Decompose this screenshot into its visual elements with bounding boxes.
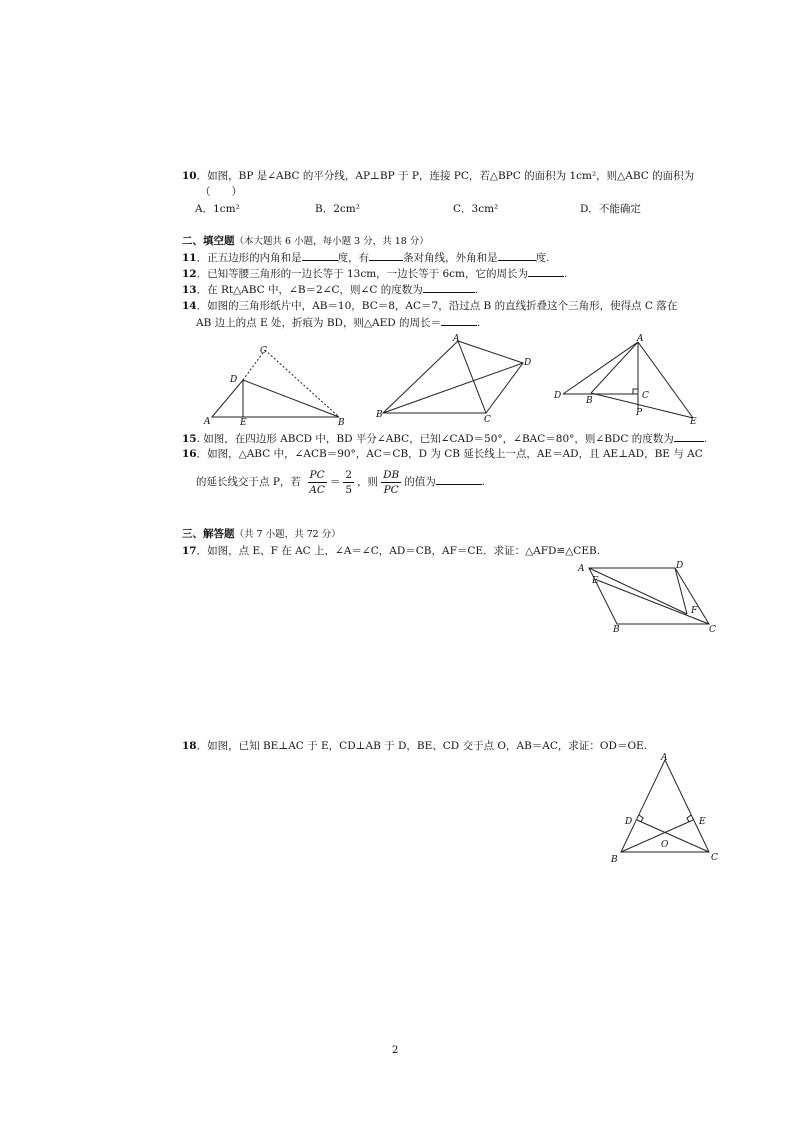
q16-text-1: ．如图，△ABC 中，∠ACB＝90°，AC＝CB，D 为 CB 延长线上一点，AE＝AD，且 AE⊥AD，BE 与 AC [196,448,703,460]
q11-blank-3[interactable] [498,250,536,261]
section-2-title: 二、填空题 [182,235,235,247]
q12-blank[interactable] [528,266,564,277]
fig17-segment-af [589,568,687,614]
fig18-label-e: E [699,817,706,827]
q10-line1 [182,169,694,183]
q15-text-2: . [703,433,708,445]
section-2-note: （本大题共 6 小题，每小题 3 分，共 18 分） [234,236,429,247]
q11-text-2: 度，有 [337,252,370,264]
q15-text-1: . 如图，在四边形 ABCD 中，BD 平分∠ABC，已知∠CAD＝50°，∠BAC＝80°，则∠BDC 的度数为 [196,433,674,445]
q16-frac3-denominator: PC [383,483,399,496]
figure-q18-isosceles [605,752,725,872]
figure-q16-triangle [553,332,713,427]
q12 [182,266,567,281]
q15 [182,431,707,446]
q16-equals: ＝ [329,476,341,488]
fig16-segment-ab [591,342,638,393]
q10-option-d: D．不能确定 [580,203,641,215]
fig16-label-c: C [642,391,649,401]
q18-text: ．如图，已知 BE⊥AC 于 E，CD⊥AB 于 D，BE、CD 交于点 O，AB＝AC，求证：OD＝OE. [196,740,648,752]
section-2-heading [182,234,429,249]
q16-frac3-numerator: DB [383,468,400,481]
fig15-label-c: C [484,415,491,425]
q16-text-4: 的值为 [404,476,436,488]
q11-text-4: 度. [535,252,550,264]
q17-number: 17 [182,545,197,557]
q14-number: 14 [182,300,197,312]
fig14-triangle-abd-outline [212,380,339,417]
fig15-label-b: B [376,410,383,420]
q16-blank[interactable] [436,474,482,485]
q14-line1 [182,299,677,313]
q14-text-3: . [477,317,481,329]
fig14-dashed-cb [265,350,339,417]
fig17-label-a: A [578,564,585,574]
q17 [182,544,600,558]
q13-blank[interactable] [423,282,475,293]
q11-text-3: 条对角线，外角和是 [403,252,498,264]
section-3-title: 三、解答题 [182,528,235,540]
fig14-label-a: A [204,417,211,427]
q11-blank-2[interactable] [369,250,403,261]
fig18-label-b: B [611,855,618,865]
q13-number: 13 [182,284,197,296]
fig14-label-d: D [230,375,238,385]
q15-blank[interactable] [674,431,704,442]
fig15-label-d: D [524,358,532,368]
fig17-segment-df [675,568,687,614]
q16-frac2-denominator: 5 [345,483,353,496]
fig18-triangle-abc [621,760,709,852]
q16-text-2: 的延长线交于点 P，若 [196,476,301,488]
q16-line2 [196,467,485,497]
fig16-label-p: P [636,408,643,418]
fig16-label-d: D [554,391,562,401]
q18-number: 18 [182,740,197,752]
fig18-label-a: A [661,753,668,763]
fig17-label-b: B [613,625,620,635]
q13 [182,282,478,297]
q11 [182,250,549,265]
q16-frac2-numerator: 2 [345,468,353,481]
fig16-label-b: B [586,396,593,406]
figure-q15-quadrilateral [375,333,545,423]
section-3-note: （共 7 小题，共 72 分） [234,529,341,540]
q16-text-3: ，则 [357,476,379,488]
q10-number: 10 [182,170,197,182]
q16-fraction-pc-ac [307,468,327,497]
fig14-label-b: B [338,418,345,428]
q16-fraction-2-5 [343,468,354,497]
fig15-diagonal-bd [383,363,523,413]
fig14-label-c: C [260,346,267,356]
fig15-quadrilateral-abcd [383,341,523,413]
q16-line1 [182,447,703,461]
q13-text-2: . [474,284,479,296]
q10-paren: （ ） [200,186,242,198]
q16-number: 16 [182,448,197,460]
q16-frac1-numerator: PC [309,468,325,481]
q10-option-b: B．2cm² [315,203,360,215]
q14-text-2: AB 边上的点 E 处，折痕为 BD，则△AED 的周长＝ [196,317,442,329]
fig16-label-a: A [637,334,644,344]
q18 [182,739,647,753]
q16-fraction-db-pc [381,468,401,497]
q13-text-1: ．在 Rt△ABC 中，∠B＝2∠C，则∠C 的度数为 [196,284,423,296]
q11-number: 11 [182,252,197,264]
page-number: 2 [392,1045,399,1056]
fig17-label-f: F [691,606,698,616]
q11-blank-1[interactable] [302,250,338,261]
q12-number: 12 [182,268,197,280]
q12-text-1: ．已知等腰三角形的一边长等于 13cm，一边长等于 6cm，它的周长为 [196,268,529,280]
fig18-label-d: D [625,817,633,827]
q14-text-1: ．如图的三角形纸片中，AB＝10，BC＝8，AC＝7，沿过点 B 的直线折叠这个三角形，使得点 C 落在 [196,300,678,312]
q10-option-c: C．3cm² [453,203,499,215]
q10-option-a: A．1cm² [195,203,240,215]
q12-text-2: . [564,268,568,280]
fig17-label-c: C [709,625,716,635]
q16-text-5: . [481,476,486,488]
q14-blank[interactable] [441,315,477,326]
q15-number: 15 [182,433,197,445]
q10-text: ．如图，BP 是∠ABC 的平分线，AP⊥BP 于 P，连接 PC，若△BPC 的面积为 1cm²，则△ABC 的面积为 [196,170,695,182]
q11-text-1: ．正五边形的内角和是 [196,252,302,264]
fig17-label-d: D [676,561,684,571]
fig16-segment-ad [563,342,638,394]
q14-line2 [196,315,480,330]
section-3-heading [182,527,341,542]
fig16-label-e: E [690,417,697,427]
fig15-label-a: A [453,334,460,344]
fig15-diagonal-ac [458,341,486,413]
q17-text: ．如图，点 E、F 在 AC 上，∠A＝∠C，AD＝CB，AF＝CE．求证：△AFD≌△CEB. [196,545,601,557]
q16-frac1-denominator: AC [309,483,325,496]
fig17-label-e: E [592,576,599,586]
figure-q17-parallelogram [575,560,725,640]
fig18-label-c: C [711,853,718,863]
figure-q14-triangle [200,345,350,428]
fig14-label-e: E [240,418,247,428]
fig16-right-angle-c [633,389,638,394]
fig18-label-o: O [661,840,669,850]
